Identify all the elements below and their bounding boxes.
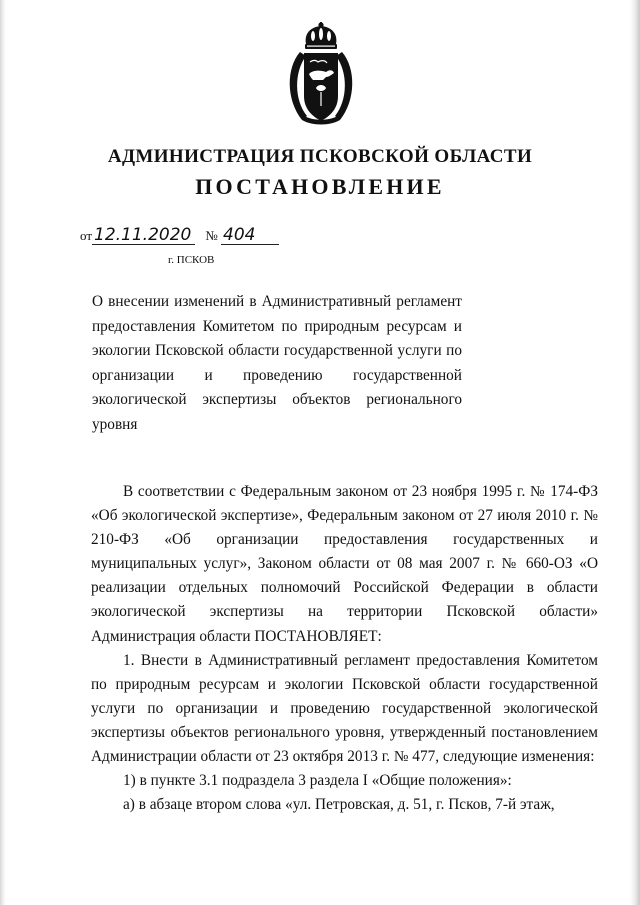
date-prefix: от — [80, 228, 93, 243]
scan-edge-right — [630, 0, 640, 905]
document-date: 12.11.2020 — [92, 226, 195, 245]
document-body — [91, 480, 598, 817]
agency-name: АДМИНИСТРАЦИЯ ПСКОВСКОЙ ОБЛАСТИ — [107, 146, 533, 167]
subclause-1a: а) в абзаце втором слова «ул. Петровская, д. 51, г. Псков, 7-й этаж, — [123, 796, 555, 814]
document-number: 404 — [221, 226, 279, 245]
document-subject: О внесении изменений в Административный регламент предоставления Комитетом по природным ресурсам и экологии Псковской области государственной услуги по организации и проведению государственной экологической экспертизы объектов регионального уровня — [92, 293, 462, 433]
clause-1: 1. Внести в Административный регламент предоставления Комитетом по природным ресурсам и экологии Псковской области государственной услуги по организации и проведению государственной экологической экспертизы объектов регионального уровня, утвержденный постановлением Администрации области от 23 октября 2013 г. № 477, следующие изменения: — [91, 651, 598, 766]
document-type: ПОСТАНОВЛЕНИЕ — [195, 174, 445, 199]
number-label: № — [205, 228, 218, 243]
scan-edge-left — [0, 0, 6, 905]
subclause-1: 1) в пункте 3.1 подраздела 3 раздела I «Общие положения»: — [123, 772, 512, 790]
coat-of-arms-icon — [280, 22, 362, 128]
place-of-issue: г. ПСКОВ — [168, 254, 215, 266]
registration-line — [80, 226, 279, 245]
preamble-paragraph: В соответствии с Федеральным законом от 23 ноября 1995 г. № 174-ФЗ «Об экологической экспертизе», Федеральным законом от 27 июля 2010 г. № 210-ФЗ «Об организации предоставления государственных и муниципальных услуг», Законом области от 08 мая 2007 г. № 660-ОЗ «О реализации отдельных полномочий Российской Федерации в области экологической экспертизы на территории Псковской области» Администрация области ПОСТАНОВЛЯЕТ: — [91, 483, 598, 645]
